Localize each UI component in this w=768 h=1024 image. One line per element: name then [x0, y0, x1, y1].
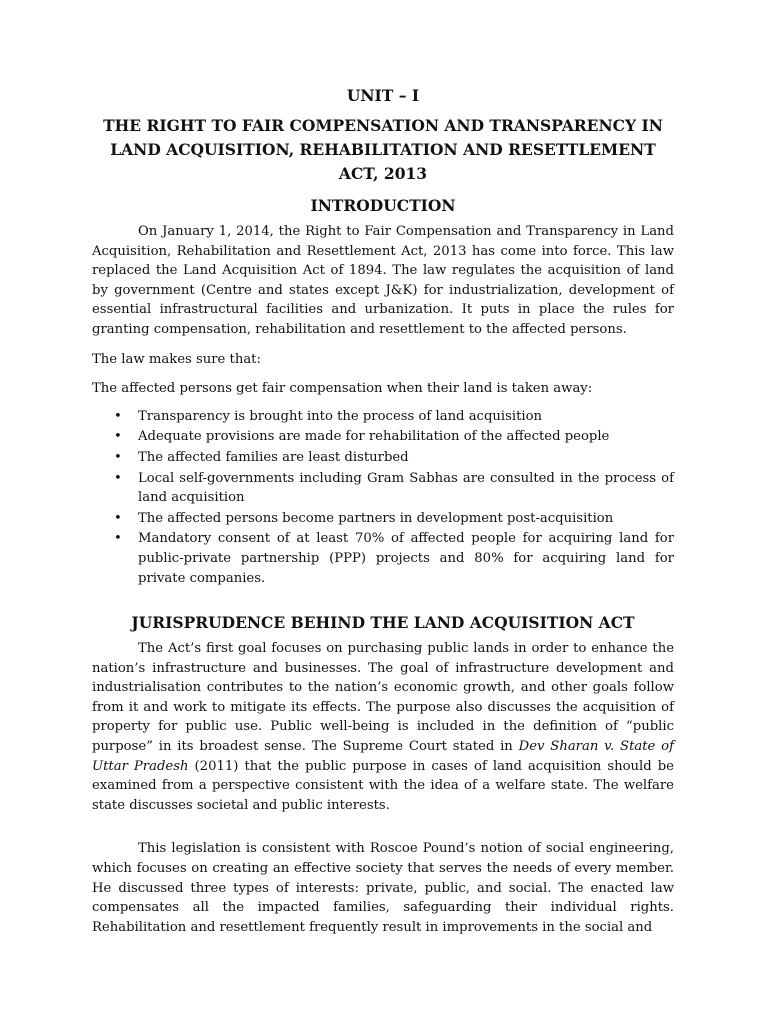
case-citation: Dev Sharan v. State of Uttar Pradesh [92, 739, 674, 774]
list-item-text: The affected persons become partners in development post-acquisition [138, 510, 614, 526]
makes-sure-line: The law makes sure that: [92, 351, 261, 367]
list-item [92, 509, 674, 529]
bullet-icon: • [114, 449, 122, 465]
list-item [92, 469, 674, 508]
list-item [92, 427, 674, 447]
list-item [92, 407, 674, 427]
unit-heading: UNIT – I [346, 86, 420, 105]
jurisprudence-paragraph-1 [92, 639, 674, 815]
bullet-icon: • [114, 531, 122, 547]
bullet-icon: • [114, 510, 122, 526]
bullet-icon: • [114, 429, 122, 445]
affected-persons-line: The affected persons get fair compensation when their land is taken away: [92, 381, 593, 397]
list-item [92, 529, 674, 588]
list-item [92, 448, 674, 468]
act-title: THE RIGHT TO FAIR COMPENSATION AND TRANSPARENCY IN LAND ACQUISITION, REHABILITATION AND RESETTLEMENT ACT, 2013 [103, 116, 663, 183]
bullet-list [92, 407, 674, 588]
paragraph-text-before-case: The Act’s first goal focuses on purchasing public lands in order to enhance the nation’s infrastructure and businesses. The goal of infrastructure development and industrialisation contributes to the nation’s economic growth, and other goals follow from it and work to mitigate its effects. The purpose also discusses the acquisition of property for public use. Public well-being is included in the definition of “public purpose” in its broadest sense. The Supreme Court stated in [92, 641, 674, 755]
document-page [92, 84, 674, 937]
introduction-heading: INTRODUCTION [310, 196, 456, 215]
list-item-text: Adequate provisions are made for rehabilitation of the affected people [138, 429, 610, 445]
list-item-text: Local self-governments including Gram Sabhas are consulted in the process of land acquisition [138, 470, 674, 506]
jurisprudence-heading: JURISPRUDENCE BEHIND THE LAND ACQUISITION ACT [131, 613, 635, 633]
list-item-text: Transparency is brought into the process of land acquisition [138, 408, 543, 424]
introduction-paragraph: On January 1, 2014, the Right to Fair Compensation and Transparency in Land Acquisition, Rehabilitation and Resettlement Act, 2013 has come into force. This law replaced the Land Acquisition Act of 1894. The law regulates the acquisition of land by government (Centre and states except J&K) for industrialization, development of essential infrastructural facilities and urbanization. It puts in place the rules for granting compensation, rehabilitation and resettlement to the affected persons. [92, 224, 674, 337]
paragraph-text-after-case: (2011) that the public purpose in cases of land acquisition should be examined from a perspective consistent with the idea of a welfare state. The welfare state discusses societal and public interests. [92, 758, 674, 813]
jurisprudence-paragraph-2: This legislation is consistent with Roscoe Pound’s notion of social engineering, which focuses on creating an effective society that serves the needs of every member. He discussed three types of interests: private, public, and social. The enacted law compensates all the impacted families, safeguarding their individual rights. Rehabilitation and resettlement frequently result in improvements in the social and [92, 841, 674, 935]
list-item-text: Mandatory consent of at least 70% of affected people for acquiring land for public-private partnership (PPP) projects and 80% for acquiring land for private companies. [138, 531, 674, 586]
list-item-text: The affected families are least disturbed [138, 449, 409, 465]
bullet-icon: • [114, 408, 122, 424]
bullet-icon: • [114, 470, 122, 486]
